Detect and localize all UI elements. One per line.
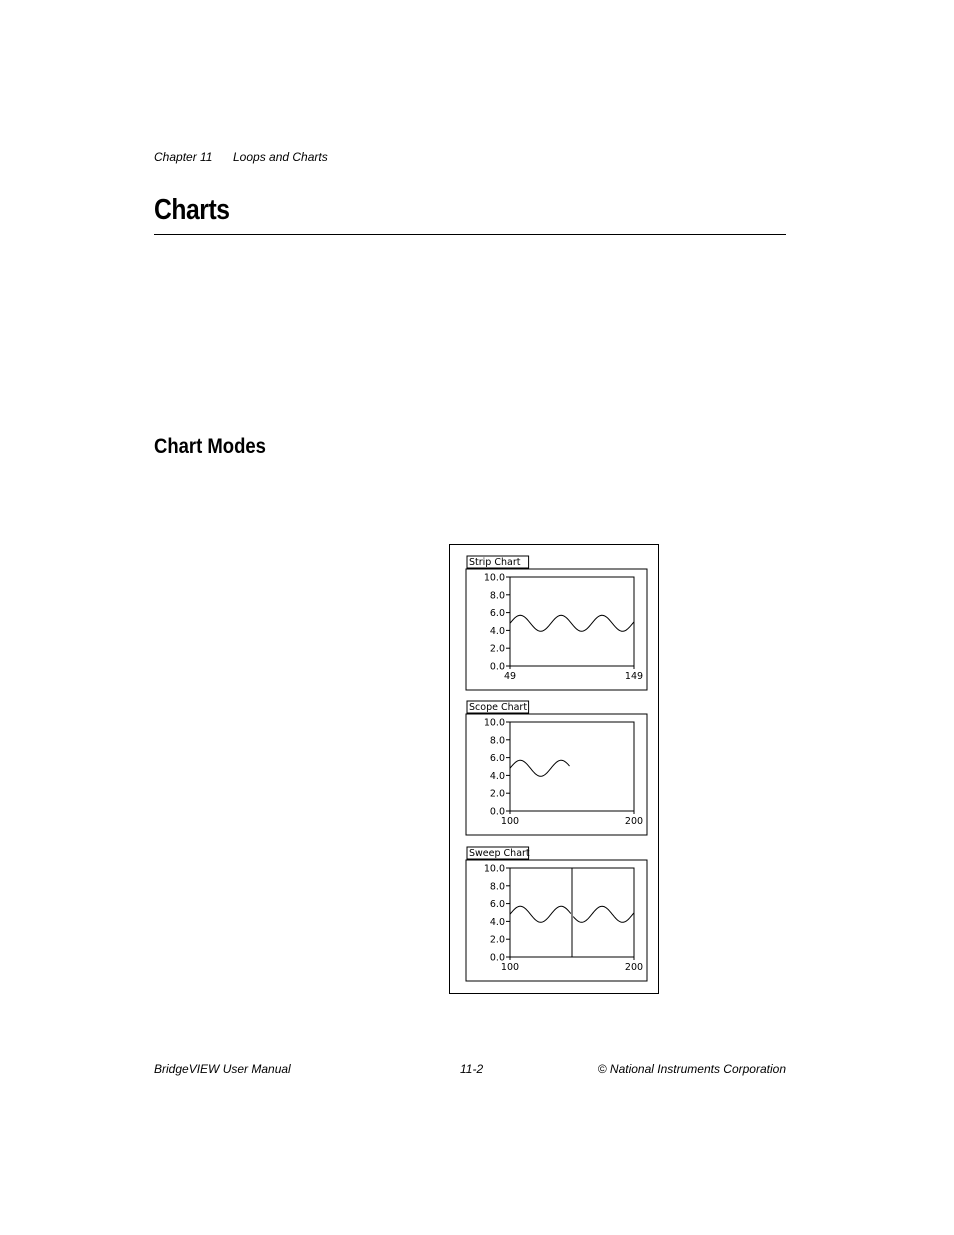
chart-3-ytick-label: 4.0 [489,916,505,928]
chart-2-xtick-label: 200 [624,816,644,827]
chart-1-ytick-label: 10.0 [483,572,505,584]
chart-1-ytick-label: 4.0 [489,625,505,637]
chart-3-ytick-label: 2.0 [489,934,505,946]
footer-copyright: © National Instruments Corporation [597,1062,786,1076]
chart-2-ytick-label: 4.0 [489,770,505,782]
chart-2-ytick-label: 0.0 [489,806,505,818]
chart-3-xtick-label: 100 [500,962,520,973]
chart-3-series-line-1 [510,906,571,922]
chart-3-ytick-label: 6.0 [489,899,505,911]
chart-2-ytick-label: 8.0 [489,735,505,747]
chart-1-series-line-1 [510,615,634,631]
chart-1-ytick-label: 6.0 [489,608,505,620]
title-rule [154,234,786,235]
chart-modes-figure [449,544,659,994]
chart-3-series-line-2 [573,906,634,922]
chart-2-ytick-label: 6.0 [489,753,505,765]
chart-1-ytick-label: 2.0 [489,643,505,655]
chart-2-series-line-1 [510,760,570,776]
section-label: Loops and Charts [233,150,328,164]
chart-3-ytick-label: 10.0 [483,863,505,875]
chart-3-title: Sweep Chart [469,848,530,859]
chart-3-xtick-label: 200 [624,962,644,973]
chart-1-xtick-label: 149 [624,671,644,682]
chart-1-title: Strip Chart [469,557,521,568]
section-heading: Chart Modes [154,435,266,458]
chart-modes-svg [450,545,660,995]
footer-manual-title: BridgeVIEW User Manual [154,1062,291,1076]
chart-2-title: Scope Chart [469,702,528,713]
running-header [154,150,328,164]
chart-3-ytick-label: 0.0 [489,952,505,964]
chart-1-xtick-label: 49 [503,671,517,682]
chart-1-ytick-label: 8.0 [489,590,505,602]
chart-2-ytick-label: 10.0 [483,717,505,729]
chart-3-ytick-label: 8.0 [489,881,505,893]
chart-2-ytick-label: 2.0 [489,788,505,800]
chart-1-ytick-label: 0.0 [489,661,505,673]
chapter-label: Chapter 11 [154,150,213,164]
chart-2-xtick-label: 100 [500,816,520,827]
footer-page-number: 11-2 [460,1062,484,1076]
page-title: Charts [154,194,230,226]
